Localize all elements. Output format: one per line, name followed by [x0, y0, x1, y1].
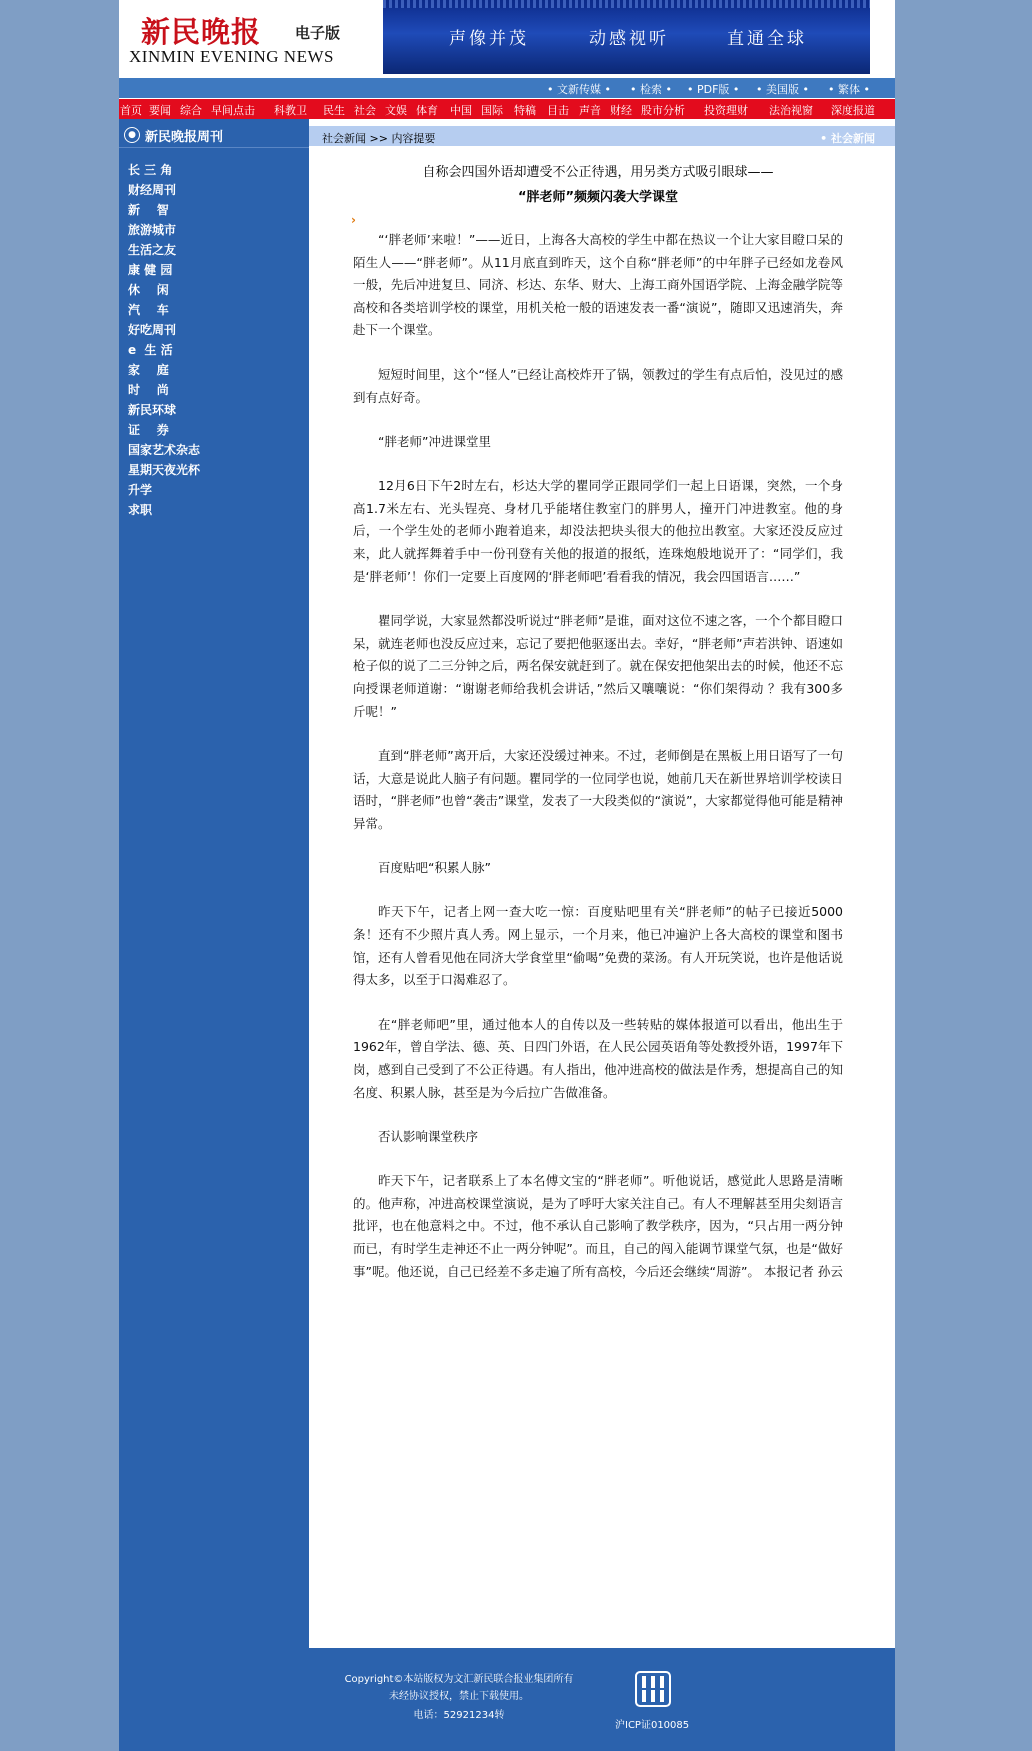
- link-pdf[interactable]: • PDF版 •: [687, 83, 740, 96]
- sidebar-item[interactable]: 求职: [128, 503, 153, 517]
- section-label[interactable]: • 社会新闻: [820, 132, 875, 145]
- article-subtitle: 自称会四国外语却遭受不公正待遇，用另类方式吸引眼球——: [422, 165, 774, 180]
- article-title: “胖老师”频频闪袭大学课堂: [517, 190, 679, 205]
- link-us-edition[interactable]: • 美国版 •: [756, 83, 809, 96]
- nav-item[interactable]: 特稿: [514, 104, 536, 117]
- nav-item[interactable]: 股市分析: [641, 104, 685, 117]
- breadcrumb-section[interactable]: 社会新闻: [322, 132, 366, 145]
- article-paragraph: 瞿同学说，大家显然都没听说过“胖老师”是谁，面对这位不速之客，一个个都目瞪口呆，就连老师也没反应过来，忘记了要把他驱逐出去。幸好，“胖老师”声若洪钟、语速如枪子似的说了二三分钟之后，两名保安就赶到了。就在保安把他架出去的时候，他还不忘向授课老师道谢：“谢谢老师给我机会讲话，”然后又嚷嚷说：“你们架得动 ？我有300多斤呢！”: [353, 613, 843, 719]
- sidebar-list: [128, 161, 200, 521]
- sidebar-item[interactable]: 升学: [128, 483, 153, 497]
- nav-item[interactable]: 综合: [180, 104, 202, 117]
- bullet-arrow-icon: ›: [351, 213, 356, 227]
- sidebar-item[interactable]: 好吃周刊: [128, 323, 177, 337]
- article-paragraph: 12月6日下午2时左右，杉达大学的瞿同学正跟同学们一起上日语课，突然，一个身高1.7米左右、光头锃亮、身材几乎能堵住教室门的胖男人，撞开门冲进教室。他的身后，一个学生处的老师小跑着追来，却没法把块头很大的他拉出教室。大家还没反应过来，此人就挥舞着手中一份刊登有关他的报道的报纸，连珠炮般地说开了：“同学们，我是‘胖老师’！你们一定要上百度网的‘胖老师吧’看看我的情况，我会四国语言……”: [353, 478, 843, 584]
- article-subheading: 否认影响课堂秩序: [378, 1129, 479, 1145]
- nav-item[interactable]: 要闻: [149, 104, 171, 117]
- nav-item[interactable]: 国际: [481, 104, 503, 117]
- sidebar-item[interactable]: 旅游城市: [128, 223, 177, 237]
- sidebar-item[interactable]: 时 尚: [128, 383, 169, 397]
- link-traditional[interactable]: • 繁体 •: [828, 83, 870, 96]
- banner-pattern: [383, 0, 870, 8]
- sidebar-item[interactable]: 休 闲: [128, 283, 169, 297]
- sidebar-item[interactable]: 证 券: [128, 423, 169, 437]
- top-link-bar: [119, 78, 895, 98]
- nav-item[interactable]: 早间点击: [211, 104, 255, 117]
- footer-copyright: Copyright©本站版权为文汇新民联合报业集团所有: [344, 1674, 574, 1685]
- footer-notice: 未经协议授权，禁止下载使用。: [389, 1691, 529, 1702]
- article-paragraph: “‘胖老师’来啦！”——近日，上海各大高校的学生中都在热议一个让大家目瞪口呆的陌生人——“胖老师”。从11月底直到昨天，这个自称“胖老师”的中年胖子已经如龙卷风一般，先后冲进复旦、同济、杉达、东华、财大、上海工商外国语学院、上海金融学院等高校和各类培训学校的课堂，用机关枪一般的语速发表一番“演说”，随即又迅速消失，奔赴下一个课堂。: [353, 232, 843, 338]
- article-paragraph: 直到“胖老师”离开后，大家还没缓过神来。不过，老师倒是在黑板上用日语写了一句话，大意是说此人脑子有问题。瞿同学的一位同学也说，她前几天在新世界培训学校读日语时，“胖老师”也曾“袭击”课堂，发表了一大段类似的“演说”，大家都觉得他可能是精神异常。: [353, 748, 843, 831]
- sidebar-item[interactable]: 财经周刊: [128, 183, 177, 197]
- nav-item[interactable]: 科教卫: [274, 104, 307, 117]
- header: [119, 0, 895, 78]
- sidebar-item[interactable]: 国家艺术杂志: [128, 443, 201, 457]
- building-logo-icon: [633, 1668, 673, 1710]
- nav-item[interactable]: 法治视窗: [769, 104, 813, 117]
- article-subheading: 百度贴吧“积累人脉”: [378, 860, 491, 876]
- banner-slogan-2: 动感视听: [589, 29, 669, 49]
- logo-english-name: XINMIN EVENING NEWS: [129, 47, 334, 66]
- breadcrumb-separator: >>: [369, 132, 388, 145]
- sidebar-item[interactable]: 汽 车: [128, 303, 169, 317]
- nav-item[interactable]: 社会: [354, 104, 376, 117]
- header-banner: [383, 0, 870, 74]
- main-nav: [119, 99, 895, 119]
- weekly-circle-icon: ●: [124, 127, 140, 143]
- breadcrumb-path: [322, 130, 435, 146]
- sidebar-item[interactable]: 长 三 角: [128, 163, 173, 177]
- link-search[interactable]: • 检索 •: [630, 83, 672, 96]
- nav-item[interactable]: 深度报道: [831, 104, 875, 117]
- footer-icp: 沪ICP证010085: [615, 1720, 690, 1731]
- sidebar-item[interactable]: e 生 活: [128, 343, 173, 357]
- content-area: [309, 119, 895, 1648]
- nav-item[interactable]: 声音: [579, 104, 601, 117]
- logo-chinese-name: 新民晚报: [141, 15, 262, 49]
- sidebar-item[interactable]: 新 智: [128, 203, 169, 217]
- logo-edition: 电子版: [295, 24, 341, 42]
- article-paragraph: 昨天下午，记者联系上了本名傅文宝的“胖老师”。听他说话，感觉此人思路是清晰的。他声称，冲进高校课堂演说，是为了呼吁大家关注自己。有人不理解甚至用尖刻语言批评，也在他意料之中。不过，他不承认自己影响了教学秩序，因为，“只占用一两分钟而已，有时学生走神还不止一两分钟呢”。而且，自己的闯入能调节课堂气氛，也是“做好事”呢。他还说，自己已经差不多走遍了所有高校，今后还会继续“周游”。 本报记者 孙云: [353, 1173, 843, 1279]
- article: [353, 161, 843, 1305]
- sidebar-item[interactable]: 星期天夜光杯: [128, 463, 201, 477]
- nav-item[interactable]: 目击: [547, 104, 569, 117]
- footer: [309, 1648, 895, 1751]
- article-paragraph: 短短时间里，这个“怪人”已经让高校炸开了锅，领教过的学生有点后怕，没见过的感到有点好奇。: [353, 366, 843, 405]
- site-logo[interactable]: [129, 10, 359, 70]
- article-paragraph: 在“胖老师吧”里，通过他本人的自传以及一些转贴的媒体报道可以看出，他出生于1962年，曾自学法、德、英、日四门外语，在人民公园英语角等处教授外语，1997年下岗，感到自己受到了不公正待遇。有人指出，他冲进高校的做法是作秀，想提高自己的知名度、积累人脉，甚至是为今后拉广告做准备。: [353, 1016, 843, 1100]
- breadcrumb-current: 内容提要: [391, 132, 436, 145]
- banner-slogan-3: 直通全球: [727, 29, 807, 49]
- nav-item[interactable]: 民生: [323, 104, 345, 117]
- sidebar-item[interactable]: 康 健 园: [128, 263, 173, 277]
- sidebar-title: 新民晚报周刊: [145, 130, 224, 145]
- page-container: [119, 0, 895, 1751]
- sidebar-item[interactable]: 生活之友: [128, 243, 177, 257]
- nav-item[interactable]: 文娱: [385, 104, 407, 117]
- sidebar-header: [119, 125, 309, 148]
- nav-item[interactable]: 中国: [450, 104, 472, 117]
- article-subheading: “胖老师”冲进课堂里: [378, 434, 491, 450]
- nav-item[interactable]: 财经: [610, 104, 632, 117]
- nav-item[interactable]: 投资理财: [704, 104, 748, 117]
- nav-item[interactable]: 体育: [416, 104, 438, 117]
- banner-slogan-1: 声像并茂: [449, 29, 529, 49]
- nav-item[interactable]: 首页: [120, 104, 142, 117]
- sidebar: [119, 119, 309, 1751]
- article-paragraph: 昨天下午，记者上网一查大吃一惊：百度贴吧里有关“胖老师”的帖子已接近5000条！还有不少照片真人秀。网上显示，一个月来，他已冲遍沪上各大高校的课堂和图书馆，还有人曾看见他在同济大学食堂里“偷喝”免费的菜汤。有人开玩笑说，也许是他话说得太多，以至于口渴难忍了。: [353, 904, 843, 988]
- sidebar-item[interactable]: 家 庭: [128, 363, 169, 377]
- breadcrumb: [309, 126, 895, 146]
- sidebar-item[interactable]: 新民环球: [128, 403, 177, 417]
- link-wenxin-media[interactable]: • 文新传媒 •: [547, 83, 611, 96]
- footer-phone: 电话：52921234转: [413, 1710, 505, 1721]
